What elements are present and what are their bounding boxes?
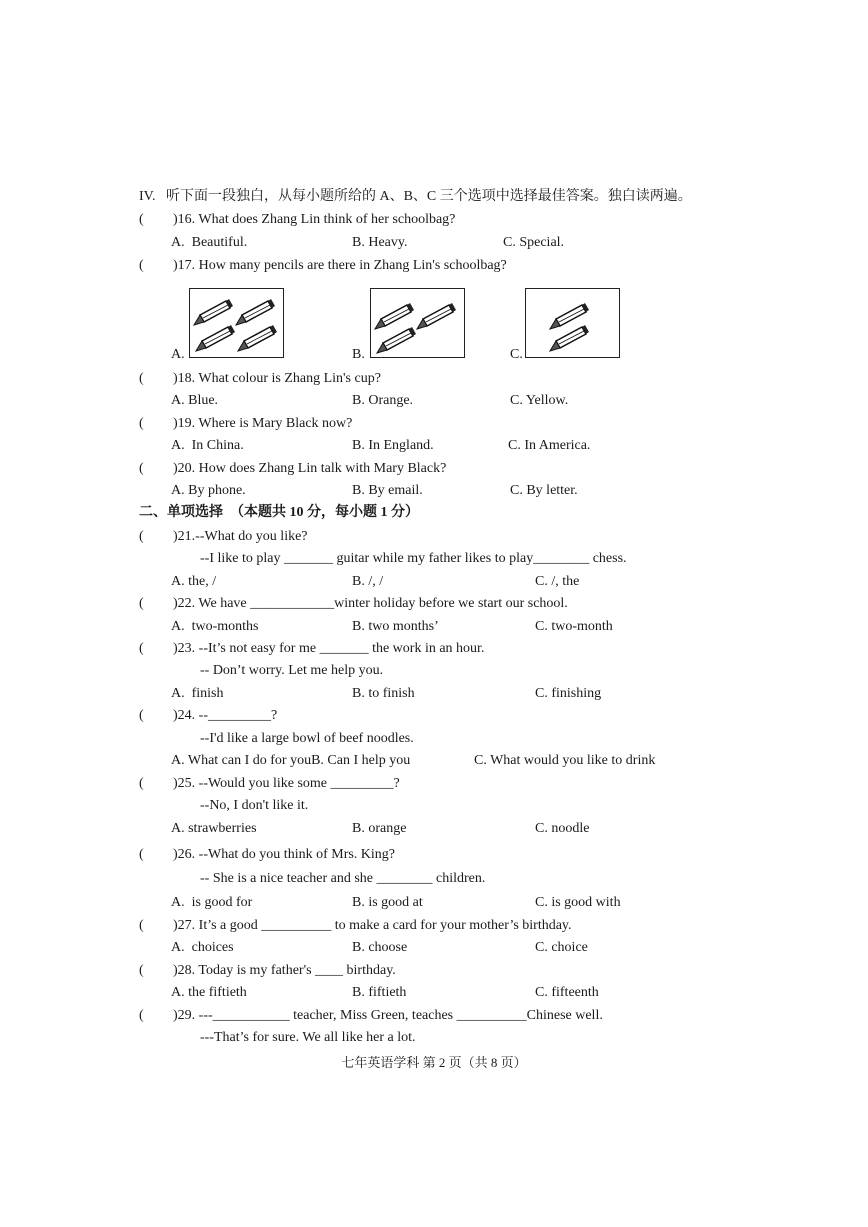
answer-paren[interactable]: (: [139, 416, 144, 431]
question-18-option-c: C. Yellow.: [510, 393, 569, 408]
page-footer: 七年英语学科 第 2 页（共 8 页）: [341, 1055, 527, 1070]
question-25-stem: )25. --Would you like some _________?: [173, 776, 400, 791]
question-27-stem: )27. It’s a good __________ to make a card for your mother’s birthday.: [173, 918, 572, 933]
question-25-option-b: B. orange: [352, 821, 407, 836]
question-26-option-c: C. is good with: [535, 895, 621, 910]
question-24-stem: )24. --_________?: [173, 708, 278, 723]
question-21-option-b: B. /, /: [352, 574, 384, 589]
question-28-option-b: B. fiftieth: [352, 985, 407, 1000]
question-22-option-c: C. two-month: [535, 619, 613, 634]
question-24-line2: --I'd like a large bowl of beef noodles.: [200, 731, 414, 746]
question-16-stem: )16. What does Zhang Lin think of her schoolbag?: [173, 212, 456, 227]
answer-paren[interactable]: (: [139, 1008, 144, 1023]
question-25-option-a: A. strawberries: [171, 821, 257, 836]
question-23-option-a: A. finish: [171, 686, 224, 701]
section-2-heading: 二、单项选择 （本题共 10 分，每小题 1 分）: [139, 505, 419, 520]
question-21-stem: )21.--What do you like?: [173, 529, 308, 544]
answer-paren[interactable]: (: [139, 529, 144, 544]
answer-paren[interactable]: (: [139, 641, 144, 656]
question-28-option-c: C. fifteenth: [535, 985, 599, 1000]
question-16-option-c: C. Special.: [503, 235, 565, 250]
question-21-line2: --I like to play _______ guitar while my father likes to play________ chess.: [200, 551, 627, 566]
question-26-stem: )26. --What do you think of Mrs. King?: [173, 847, 396, 862]
section-4-heading: IV. 听下面一段独白，从每小题所给的 A、B、C 三个选项中选择最佳答案。独白读两遍。: [139, 189, 692, 204]
question-17-option-b: B.: [352, 347, 365, 362]
question-23-stem: )23. --It’s not easy for me _______ the work in an hour.: [173, 641, 485, 656]
question-27-option-a: A. choices: [171, 940, 234, 955]
answer-paren[interactable]: (: [139, 776, 144, 791]
question-18-option-b: B. Orange.: [352, 393, 414, 408]
question-26-line2: -- She is a nice teacher and she ________ children.: [200, 871, 486, 886]
answer-paren[interactable]: (: [139, 918, 144, 933]
question-29-stem: )29. ---___________ teacher, Miss Green, teaches __________Chinese well.: [173, 1008, 603, 1023]
pencil-image-b: [370, 288, 465, 358]
question-27-option-b: B. choose: [352, 940, 408, 955]
question-28-option-a: A. the fiftieth: [171, 985, 247, 1000]
question-25-option-c: C. noodle: [535, 821, 590, 836]
question-28-stem: )28. Today is my father's ____ birthday.: [173, 963, 396, 978]
question-29-line2: ---That’s for sure. We all like her a lot.: [200, 1030, 416, 1045]
answer-paren[interactable]: (: [139, 847, 144, 862]
answer-paren[interactable]: (: [139, 708, 144, 723]
question-24-options-ab: A. What can I do for youB. Can I help you: [171, 753, 411, 768]
question-19-option-a: A. In China.: [171, 438, 244, 453]
question-21-option-c: C. /, the: [535, 574, 580, 589]
question-22-option-b: B. two months’: [352, 619, 439, 634]
pencil-image-c: [525, 288, 620, 358]
answer-paren[interactable]: (: [139, 371, 144, 386]
question-16-option-b: B. Heavy.: [352, 235, 408, 250]
question-25-line2: --No, I don't like it.: [200, 798, 309, 813]
question-17-stem: )17. How many pencils are there in Zhang Lin's schoolbag?: [173, 258, 507, 273]
question-21-option-a: A. the, /: [171, 574, 217, 589]
question-23-line2: -- Don’t worry. Let me help you.: [200, 663, 384, 678]
question-20-option-a: A. By phone.: [171, 483, 246, 498]
question-20-stem: )20. How does Zhang Lin talk with Mary Black?: [173, 461, 447, 476]
answer-paren[interactable]: (: [139, 461, 144, 476]
question-19-stem: )19. Where is Mary Black now?: [173, 416, 353, 431]
question-16-option-a: A. Beautiful.: [171, 235, 248, 250]
answer-paren[interactable]: (: [139, 963, 144, 978]
question-26-option-a: A. is good for: [171, 895, 253, 910]
answer-paren[interactable]: (: [139, 212, 144, 227]
pencil-image-a: [189, 288, 284, 358]
question-18-stem: )18. What colour is Zhang Lin's cup?: [173, 371, 381, 386]
question-20-option-b: B. By email.: [352, 483, 423, 498]
question-22-stem: )22. We have ____________winter holiday before we start our school.: [173, 596, 568, 611]
question-23-option-c: C. finishing: [535, 686, 602, 701]
question-19-option-c: C. In America.: [508, 438, 591, 453]
question-26-option-b: B. is good at: [352, 895, 423, 910]
question-19-option-b: B. In England.: [352, 438, 434, 453]
answer-paren[interactable]: (: [139, 258, 144, 273]
question-24-option-c: C. What would you like to drink: [474, 753, 656, 768]
question-20-option-c: C. By letter.: [510, 483, 578, 498]
question-27-option-c: C. choice: [535, 940, 588, 955]
answer-paren[interactable]: (: [139, 596, 144, 611]
question-22-option-a: A. two-months: [171, 619, 259, 634]
question-17-option-a: A.: [171, 347, 185, 362]
question-23-option-b: B. to finish: [352, 686, 415, 701]
question-17-option-c: C.: [510, 347, 523, 362]
question-18-option-a: A. Blue.: [171, 393, 219, 408]
